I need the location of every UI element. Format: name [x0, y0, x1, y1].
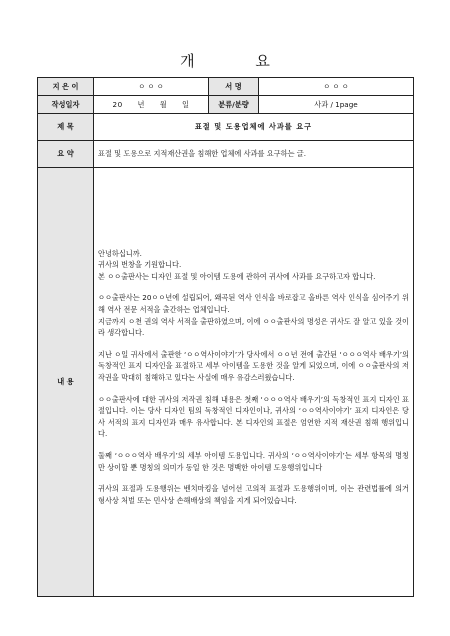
content-row: [38, 168, 414, 597]
date-row: [38, 96, 414, 114]
category-value[interactable]: 사과 / 1page: [259, 96, 414, 114]
content-paragraph-6: 귀사의 표절과 도용행위는 벤치마킹을 넘어선 고의적 표절과 도용행위이며, 이는 관련법률에 의거 형사상 처벌 또는 민사상 손해배상의 책임을 지게 되어있습니다.: [98, 484, 409, 505]
content-label: 내 용: [38, 168, 94, 597]
signature-value[interactable]: ㅇ ㅇ ㅇ: [259, 78, 414, 96]
author-label: 지 은 이: [38, 78, 94, 96]
date-label: 작성일자: [38, 96, 94, 114]
date-day-unit: 일: [182, 99, 190, 109]
content-paragraph-4: ㅇㅇ출판사에 대한 귀사의 저작권 침해 내용은 첫째 ‘ㅇㅇㅇ역사 배우기’의 독창적인 표지 디자인 표절입니다. 이는 당사 디자인 팀의 독창적인 디자인이나, 귀사의 ‘ㅇㅇ역사이야기’ 표지 디자인은 당사 서적의 표지 디자인과 매우 유사합니다. 본 디자인의 표절은 엄연한 지적 재산권 침해 행위입니다.: [98, 394, 409, 439]
subject-value[interactable]: 표절 및 도용업체에 사과를 요구: [94, 114, 414, 141]
author-row: [38, 78, 414, 96]
date-year: 20: [112, 99, 123, 109]
date-value[interactable]: [94, 96, 209, 114]
summary-label: 요 약: [38, 141, 94, 168]
date-year-unit: 년: [137, 99, 145, 109]
content-paragraph-1: 귀사의 번창을 기원합니다. 본 ㅇㅇ출판사는 디자인 표절 및 아이템 도용에 관하여 귀사에 사과를 요구하고자 합니다.: [98, 260, 376, 281]
document-title: 개 요: [180, 52, 298, 70]
subject-label: 제 목: [38, 114, 94, 141]
content-paragraph-5: 둘째 ‘ㅇㅇㅇ역사 배우기’의 세부 아이템 도용입니다. 귀사의 ‘ㅇㅇ역사이야기’는 세부 항목의 명칭만 상이할 뿐 명칭의 의미가 동일 한 것은 명백한 아이템 도용행위입니다: [98, 450, 409, 472]
content-paragraph-3: 지난 ㅇ일 귀사에서 출판한 ‘ㅇㅇ역사이야기’가 당사에서 ㅇㅇ년 전에 출간된 ‘ㅇㅇㅇ역사 배우기’의 독창적인 표지 디자인을 표절하고 세부 아이템을 도용한 것을 알게 되었으며, 이에 ㅇㅇ출판사의 저작권을 막대히 침해하고 있다는 사실에 매우 유감스러웠습니다.: [98, 349, 409, 382]
date-month-unit: 월: [159, 99, 168, 109]
signature-label: 서 명: [209, 78, 259, 96]
category-label: 분류/분량: [209, 96, 259, 114]
content-body[interactable]: [94, 168, 414, 597]
summary-row: [38, 141, 414, 168]
author-value[interactable]: ㅇ ㅇ ㅇ: [94, 78, 209, 96]
subject-row: [38, 114, 414, 141]
overview-form-table: [37, 77, 414, 597]
summary-value[interactable]: 표절 및 도용으로 지적재산권을 침해한 업체에 사과를 요구하는 글.: [94, 141, 414, 168]
content-paragraph-2: ㅇㅇ출판사는 20ㅇㅇ년에 설립되어, 왜곡된 역사 인식을 바로잡고 올바른 역사 인식을 심어주기 위해 역사 전문 서적을 출간하는 업체입니다. 지금까지 ㅇ천 권의 역사 서적을 출판하였으며, 이에 ㅇㅇ출판사의 명성은 귀사도 잘 알고 있을 것이라 생각합니다.: [98, 293, 409, 338]
content-greeting: 안녕하십니까.: [98, 248, 142, 258]
